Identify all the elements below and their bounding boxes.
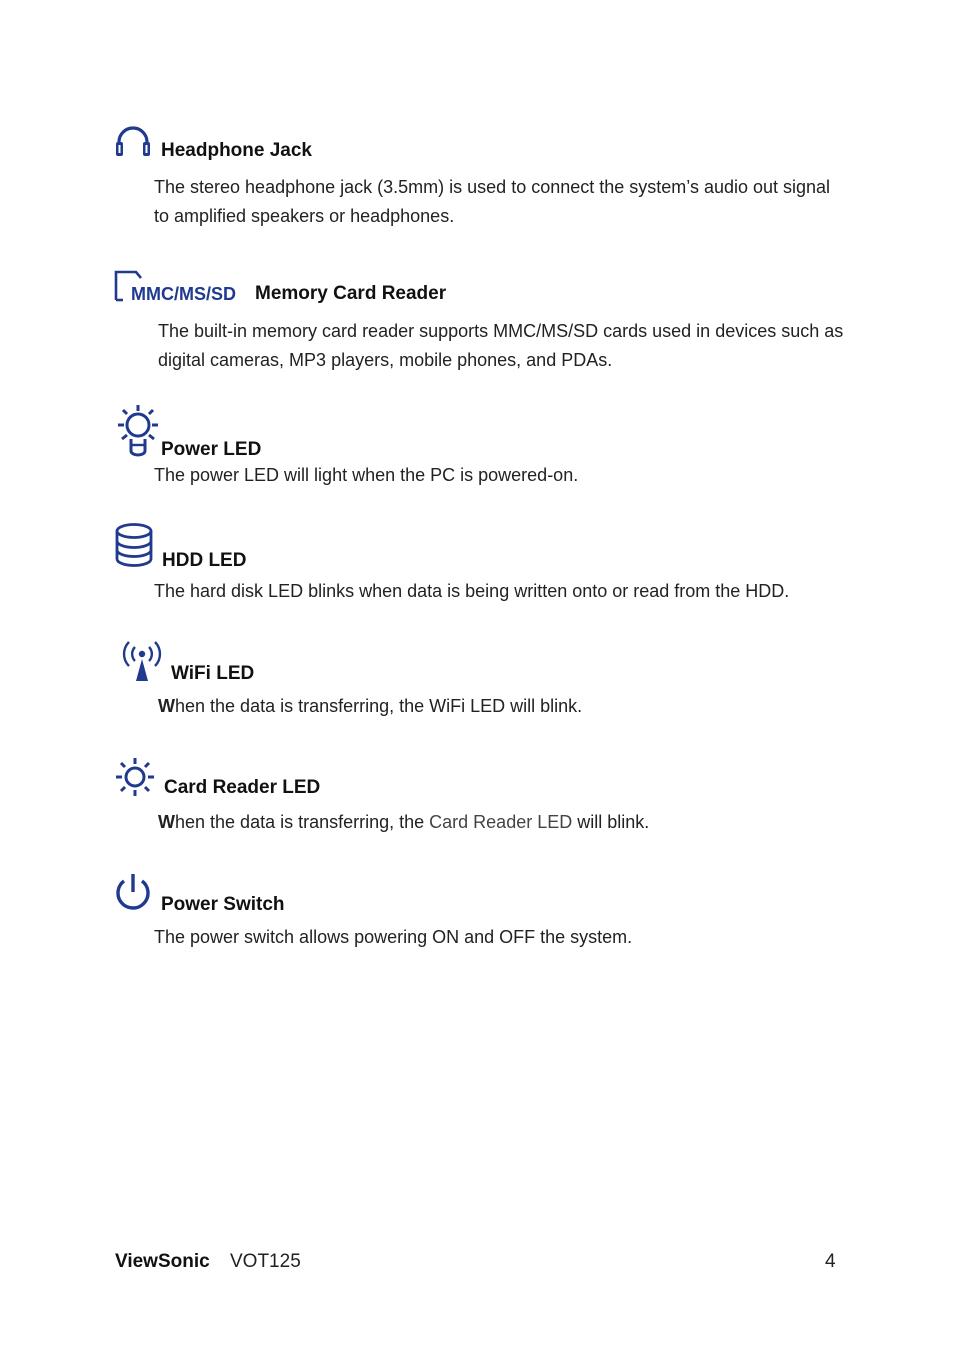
hdd-icon: [114, 522, 154, 568]
card-reader-led-description-lead: W: [158, 812, 175, 832]
card-reader-led-description-pre: hen the data is transferring, the: [175, 812, 430, 832]
footer-model: VOT125: [230, 1251, 301, 1272]
hdd-led-title: HDD LED: [162, 550, 247, 571]
footer-brand: ViewSonic: [115, 1251, 210, 1272]
headphone-jack-description: The stereo headphone jack (3.5mm) is used to connect the system’s audio out signal to amplified speakers or headphones.: [154, 177, 831, 226]
power-led-description: The power LED will light when the PC is powered-on.: [154, 465, 579, 485]
power-led-icon: [114, 403, 162, 457]
power-switch-description: The power switch allows powering ON and OFF the system.: [154, 927, 633, 947]
wifi-led-description-text: hen the data is transferring, the WiFi LED will blink.: [175, 696, 583, 716]
card-reader-led-description-post: will blink.: [572, 812, 650, 832]
wifi-led-title: WiFi LED: [171, 663, 255, 684]
power-switch-title: Power Switch: [161, 894, 285, 915]
memory-card-reader-title: Memory Card Reader: [255, 283, 447, 304]
card-reader-led-description: [158, 808, 848, 837]
wifi-icon: [122, 639, 162, 683]
memory-card-icon-label: MMC/MS/SD: [131, 284, 236, 304]
page-number: 4: [825, 1251, 836, 1272]
power-switch-icon: [113, 872, 153, 914]
hdd-led-description: The hard disk LED blinks when data is being written onto or read from the HDD.: [154, 581, 790, 601]
headphone-icon: [114, 124, 152, 160]
memory-card-reader-description: The built-in memory card reader supports MMC/MS/SD cards used in devices such as digital cameras, MP3 players, mobile phones, and PDAs.: [158, 321, 844, 370]
headphone-jack-title: Headphone Jack: [161, 140, 312, 161]
card-reader-led-icon: [114, 756, 156, 798]
card-reader-led-title: Card Reader LED: [164, 777, 321, 798]
wifi-led-description: [158, 692, 848, 721]
card-reader-led-description-highlight: Card Reader LED: [429, 812, 573, 832]
power-led-title: Power LED: [161, 439, 262, 460]
wifi-led-description-lead: W: [158, 696, 175, 716]
